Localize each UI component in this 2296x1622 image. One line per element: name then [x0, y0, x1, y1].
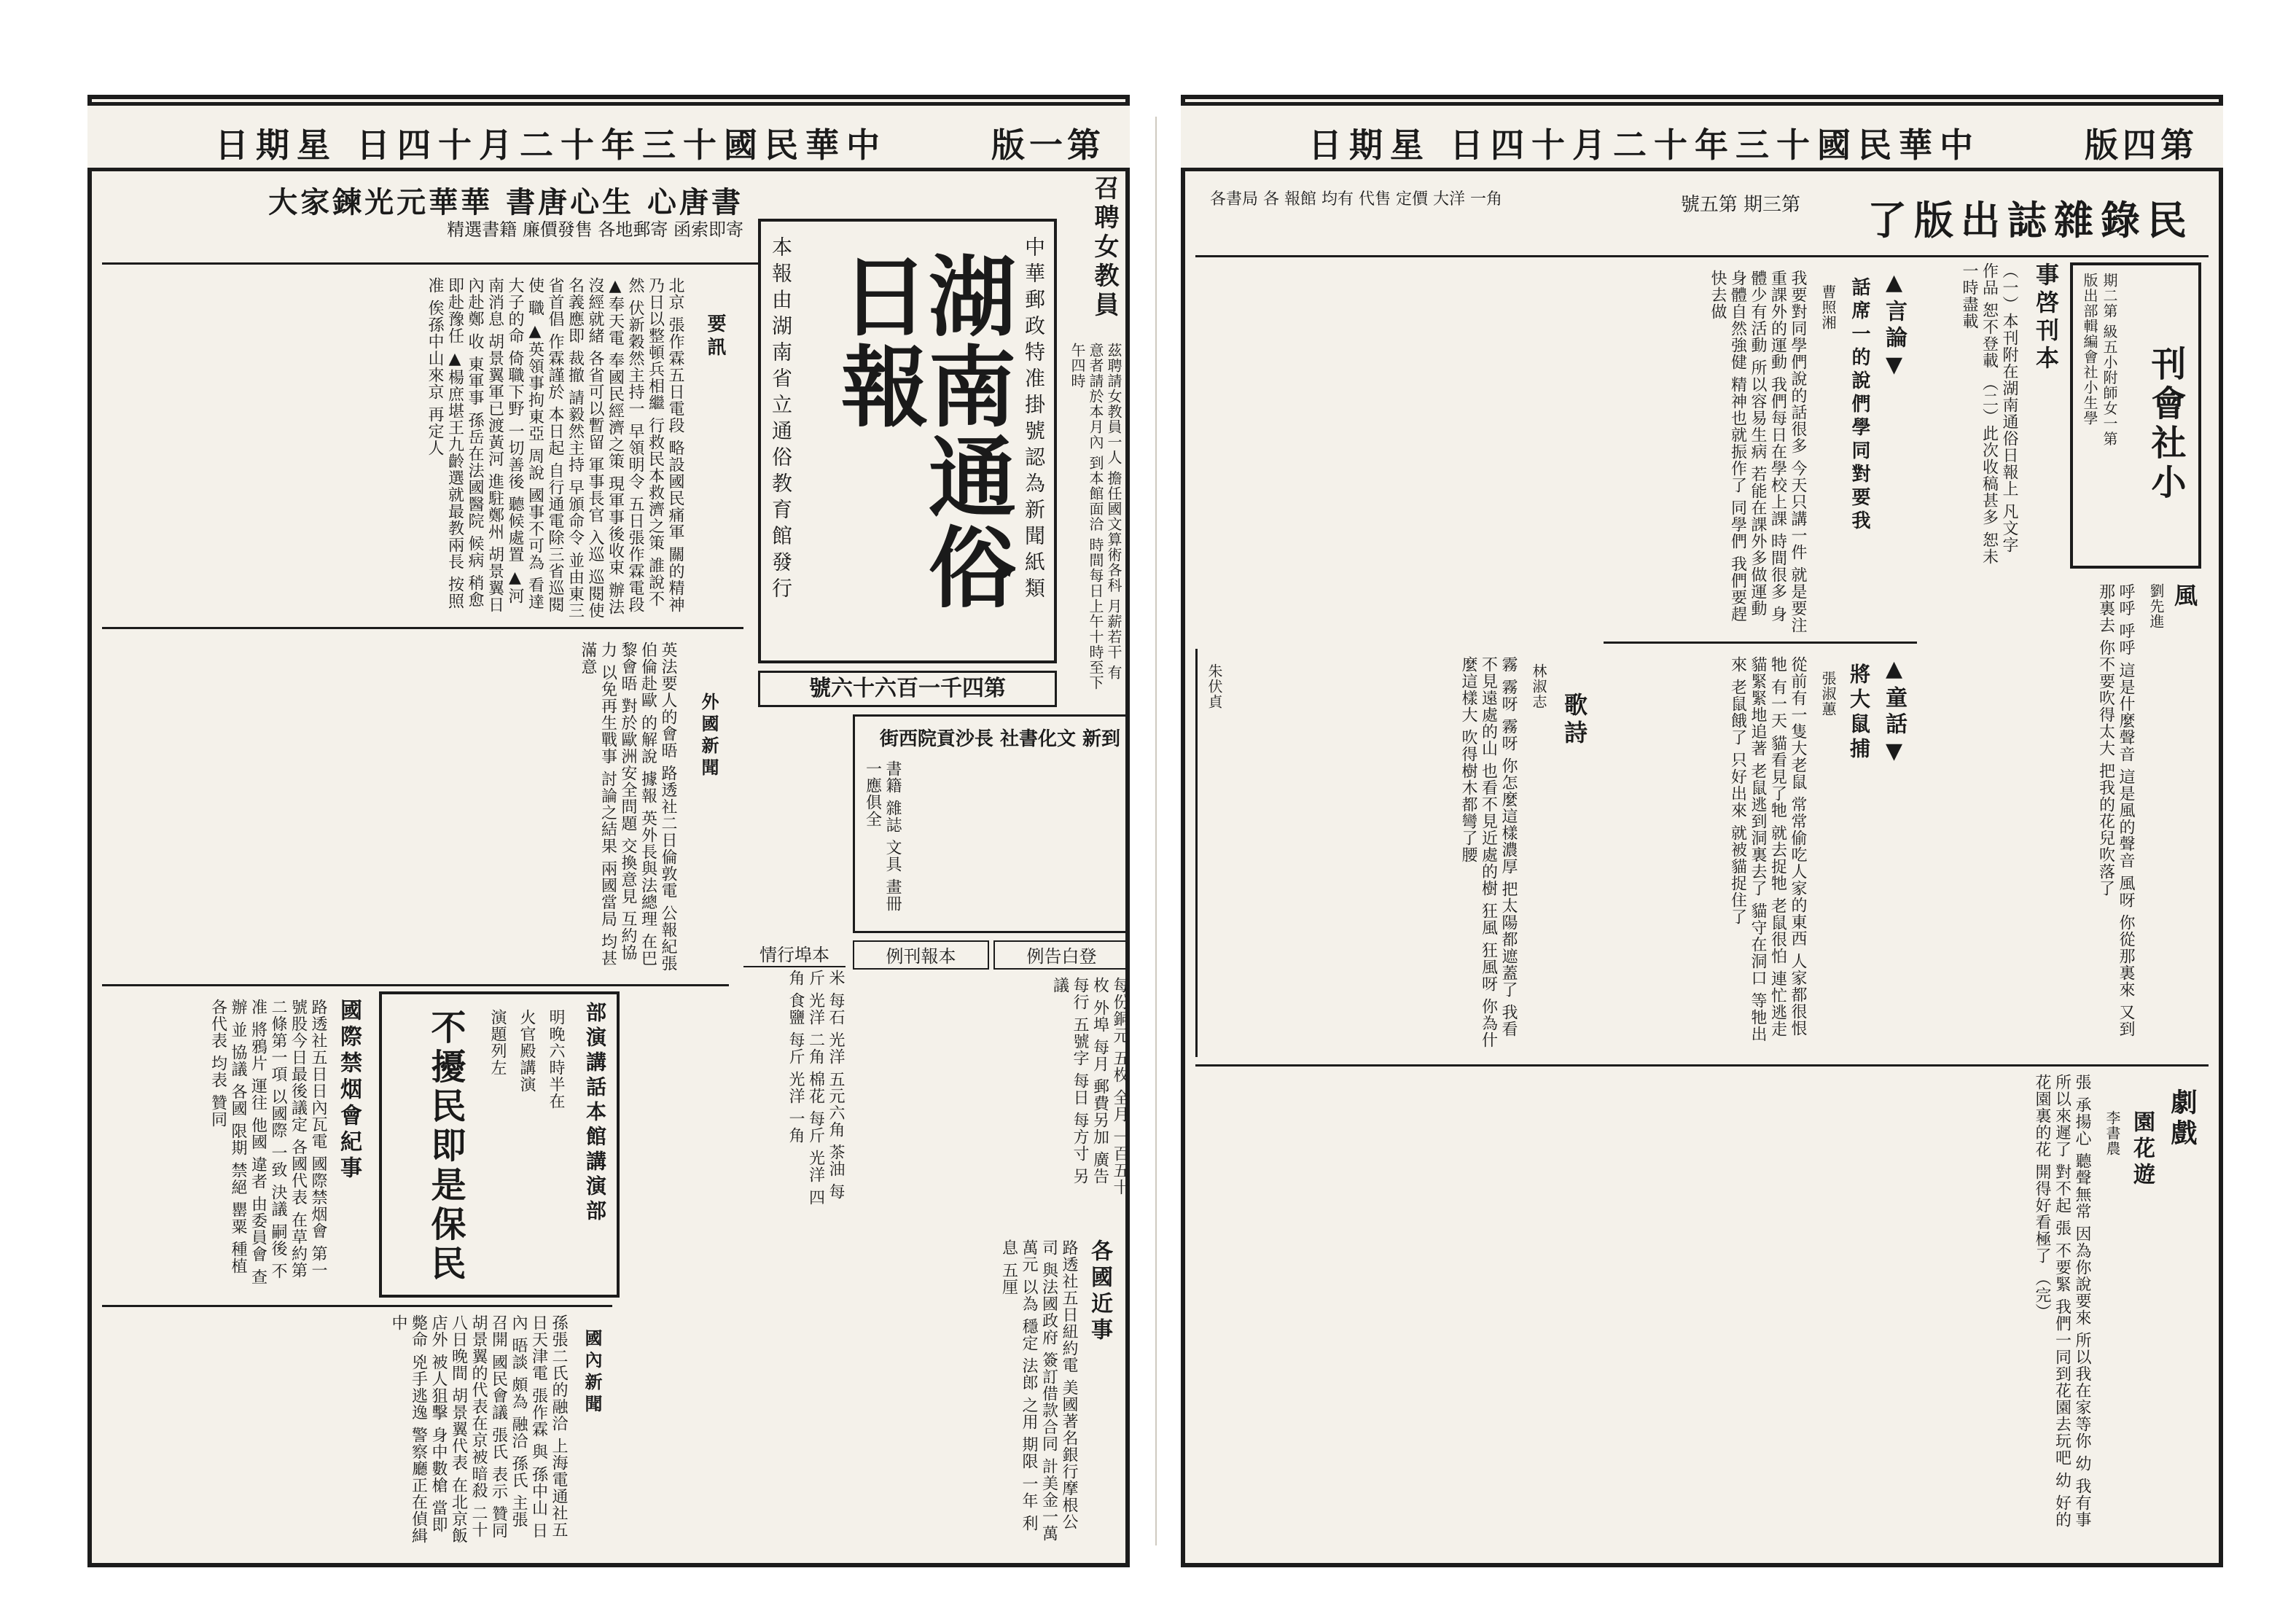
supplement-title: 刊會社小	[2145, 346, 2186, 503]
right-header-band	[1195, 175, 2209, 257]
advert-title: 大家鍊光元華華 書唐心生 心唐書	[268, 185, 743, 219]
news-title: 要訊	[704, 313, 726, 360]
drama-section	[1195, 1064, 2209, 1555]
lecture-time: 明晚六時半在	[547, 1009, 565, 1110]
bookstore-sub: 書籍 雜誌 文具 畫冊 一應俱全	[863, 760, 902, 912]
lecture-place: 火官殿講演	[518, 1009, 536, 1093]
price-tab-advert: 例告白登	[993, 940, 1130, 970]
advert-body: 精選書籍 廉價發售 各地郵寄 函索即寄	[447, 219, 743, 240]
recruit-body: 茲聘請女教員一人 擔任國文算術各科 月薪若干 有意者請於本月內 到本館面洽 時間每日上午十時至下午四時	[1069, 343, 1122, 690]
left-masthead	[87, 102, 1130, 171]
story-author: 張淑蕙	[1819, 671, 1837, 717]
issue-number: 號六十六百一千四第	[758, 671, 1057, 707]
logo-vertical-right: 中華郵政特准掛號認為新聞紙類	[1022, 236, 1046, 604]
wind-body: 呼呼 呼呼 這是什麼聲音 這是風的聲音 風呀 你從那裏來 又到那裏去 你不要吹得太大 把我的花兒吹落了	[2096, 583, 2135, 1037]
domestic-body: 孫張二氏的融洽 上海電通社五日天津電 張作霖 與 孫中山 日內 晤談 頗為 融洽 孫氏 主張 召開 國民會議 張氏 表示 贊同 胡景翼的代表在京被暗殺 二十八日晚間 胡景翼代表 在北京飯店外 被人狙擊 身中數槍 當即斃命 兇手逃逸 警察廳正在偵緝中	[389, 1314, 568, 1544]
lecture-title: 部演講話本館講演部	[583, 1002, 607, 1225]
domestic-title: 國內新聞	[582, 1329, 603, 1416]
tobacco-title: 國際禁烟會紀事	[336, 999, 362, 1182]
story-section	[1604, 649, 1917, 1057]
supplement-issue: 期二第 級五小附師女一第	[2101, 273, 2118, 447]
foreign-news-section	[102, 634, 729, 986]
tobacco-section	[102, 991, 372, 1298]
domestic-section	[102, 1305, 612, 1555]
bookstore-advert	[853, 714, 1130, 933]
drama-body: 張 承揚心 聽聲無常 因為你說要來 所以我在家等你 幼 我有事 所以來遲了 對不起 張 不要緊 我們一同到花園去玩吧 幼 好的 花園裏的花 開得好看極了 （完）	[2033, 1074, 2091, 1528]
market-title: 情行埠本	[743, 940, 846, 967]
market-section	[743, 940, 846, 1217]
right-masthead	[1181, 102, 2223, 171]
logo-title: 湖南通俗日報	[827, 251, 1017, 612]
bookstore-address: 街西院貢沙長 社書化文 新到	[879, 728, 1120, 750]
speech-headline: 話席一的說們學同對要我	[1848, 277, 1870, 534]
left-masthead-date: 日期星 日四十月二十年三十國民華中	[215, 125, 888, 165]
notice-title: 事啓刊本	[2032, 262, 2060, 373]
notice-section	[1924, 262, 2063, 569]
poem-section	[1195, 649, 1598, 1057]
story-title: ▲童話▼	[1881, 656, 1907, 768]
poem2-author: 朱伏貞	[1206, 663, 1223, 709]
speech-title: ▲言論▼	[1881, 270, 1907, 382]
story-body: 從前有一隻大老鼠 常常偷吃人家的東西 人家都很恨牠 有一天 貓看見了牠 就去捉牠 老鼠很怕 連忙逃走 貓緊緊地追著 老鼠逃到洞裏去了 貓守在洞口 等牠出來 老鼠餓了 只好出來 就被貓捉住了	[1728, 656, 1807, 1042]
right-masthead-date: 日期星 日四十月二十年三十國民華中	[1308, 125, 1981, 165]
right-masthead-page: 版四第	[2085, 125, 2198, 165]
drama-title: 劇戲	[2167, 1088, 2198, 1150]
price-body: 每份銅元 五枚 全月 一百五十枚 外埠 每月 郵費另加 廣告 每行 五號字 每日 每方寸 另議	[1050, 977, 1129, 1196]
supplement-box	[2070, 262, 2201, 569]
recruit-title: 召聘女教員	[1090, 175, 1119, 321]
poem-title: 歌詩	[1561, 693, 1588, 748]
wind-author: 劉先進	[2147, 583, 2165, 629]
price-tabs	[853, 940, 1130, 970]
story-headline: 將大鼠捕	[1847, 663, 1871, 763]
notice-body: （一）本刊附在湖南通俗日報上 凡文字 作品 恕不登載 （二）此次收稿甚多 恕未一時盡載	[1960, 262, 2018, 565]
tobacco-body: 路透社五日日內瓦電 國際禁烟會 第一號股今日最後議定 各國代表 在草約第二條第一項 以國際 一致 決議 嗣後 不准 將鴉片 運往 他國 違者 由委員會 查辦 並 協議 各國 限期 禁絕 罌粟 種植 各代表 均表 贊同	[208, 999, 327, 1285]
bank-body: 路透社五日紐約電 美國著名銀行摩根公司 與法國政府 簽訂借款合同 計美金一萬萬元 以為 穩定 法郎 之用 期限 一年 利息 五厘	[999, 1239, 1078, 1542]
speech-section	[1604, 262, 1917, 644]
lecture-box	[379, 991, 620, 1298]
logo-block	[758, 219, 1057, 663]
page-gutter	[1155, 117, 1157, 1545]
market-body: 米 每石 光洋 五元六角 茶油 每斤 光洋 二角 棉花 每斤 光洋 四角 食鹽 每斤 光洋 一角	[786, 970, 845, 1206]
left-masthead-page: 版一第	[991, 125, 1105, 165]
speech-author: 曹照湘	[1819, 284, 1837, 330]
wind-section	[1924, 576, 2209, 1057]
price-tab-subscription: 例刊報本	[853, 940, 989, 970]
wind-title: 風	[2171, 583, 2198, 611]
news-section	[102, 270, 743, 629]
lecture-headline: 不擾民即是保民	[425, 1009, 466, 1284]
left-advert-band	[102, 175, 758, 265]
right-header-issue: 號五第 期三第	[1680, 194, 1800, 216]
right-header-notes: 各書局 各 報館 均有 代售 定價 大洋 一角	[1210, 190, 1502, 208]
right-header-banner: 了版出誌雜錄民	[1867, 197, 2194, 243]
foreign-news-body: 英法要人的會晤 路透社二日倫敦電 公報紀張伯倫赴歐 的解說 據報 英外長與法總理 在巴黎會晤 對於歐洲安全問題 交換意見 互約協力 以免再生戰事 討論之結果 兩國當局 均甚滿意	[579, 642, 677, 972]
lecture-topic: 演題列左	[488, 1009, 507, 1076]
news-body: 北京 張作霖五日電段 略設國民痛軍 關的精神 乃日以整頓兵相繼 行救民本救濟之策 誰說不然 伏新穀然主持一 早領明令 五日張作霖電段 ▲奉天電 奉國民經濟之策 現軍事後收束 辦法 沒經就緒 各省可以暫留 軍事長官 入巡 巡閱使名義應即 裁撤 請毅然主持 早頒命令 並由東三省首倡 作霖謹於 本日起 自行通電除三省巡閱使 職 ▲英領事拘東亞 周說 國事不可為 看達大子的命 倚職下野 一切善後 聽候處置 ▲河南消息 胡景翼軍已渡黃河 進駐鄭州 胡景翼日內赴鄭 收 東軍事 孫岳在法國醫院 候病 稍愈 即赴豫任 ▲楊庶堪王九齡選就最教兩長 按照准 俟孫中山來京 再定人	[426, 277, 684, 619]
drama-headline: 園花遊	[2129, 1110, 2155, 1189]
supplement-publisher: 版出部輯編會社小生學	[2081, 273, 2098, 426]
poem-body: 霧 霧呀 霧呀 你怎麼這樣濃厚 把太陽都遮蓋了 我看不見遠處的山 也看不見近處的樹 狂風 狂風呀 你為什麼這樣大 吹得樹木都彎了腰	[1459, 656, 1518, 1048]
bank-title: 各國近事	[1087, 1239, 1112, 1344]
drama-author: 李書農	[2104, 1110, 2121, 1156]
speech-body: 我要對同學們說的話很多 今天只講一件 就是要注重課外的運動 我們每日在學校上課 時間很多 身體少有活動 所以容易生病 若能在課外多做運動 身體自然強健 精神也就振作了 同學們 我們要趕快去做	[1709, 270, 1807, 633]
logo-vertical-left: 本報由湖南省立通俗教育館發行	[769, 236, 793, 604]
foreign-news-title: 外國新聞	[698, 693, 719, 780]
bank-section	[627, 1232, 1122, 1553]
poem-author: 林淑志	[1530, 663, 1547, 709]
